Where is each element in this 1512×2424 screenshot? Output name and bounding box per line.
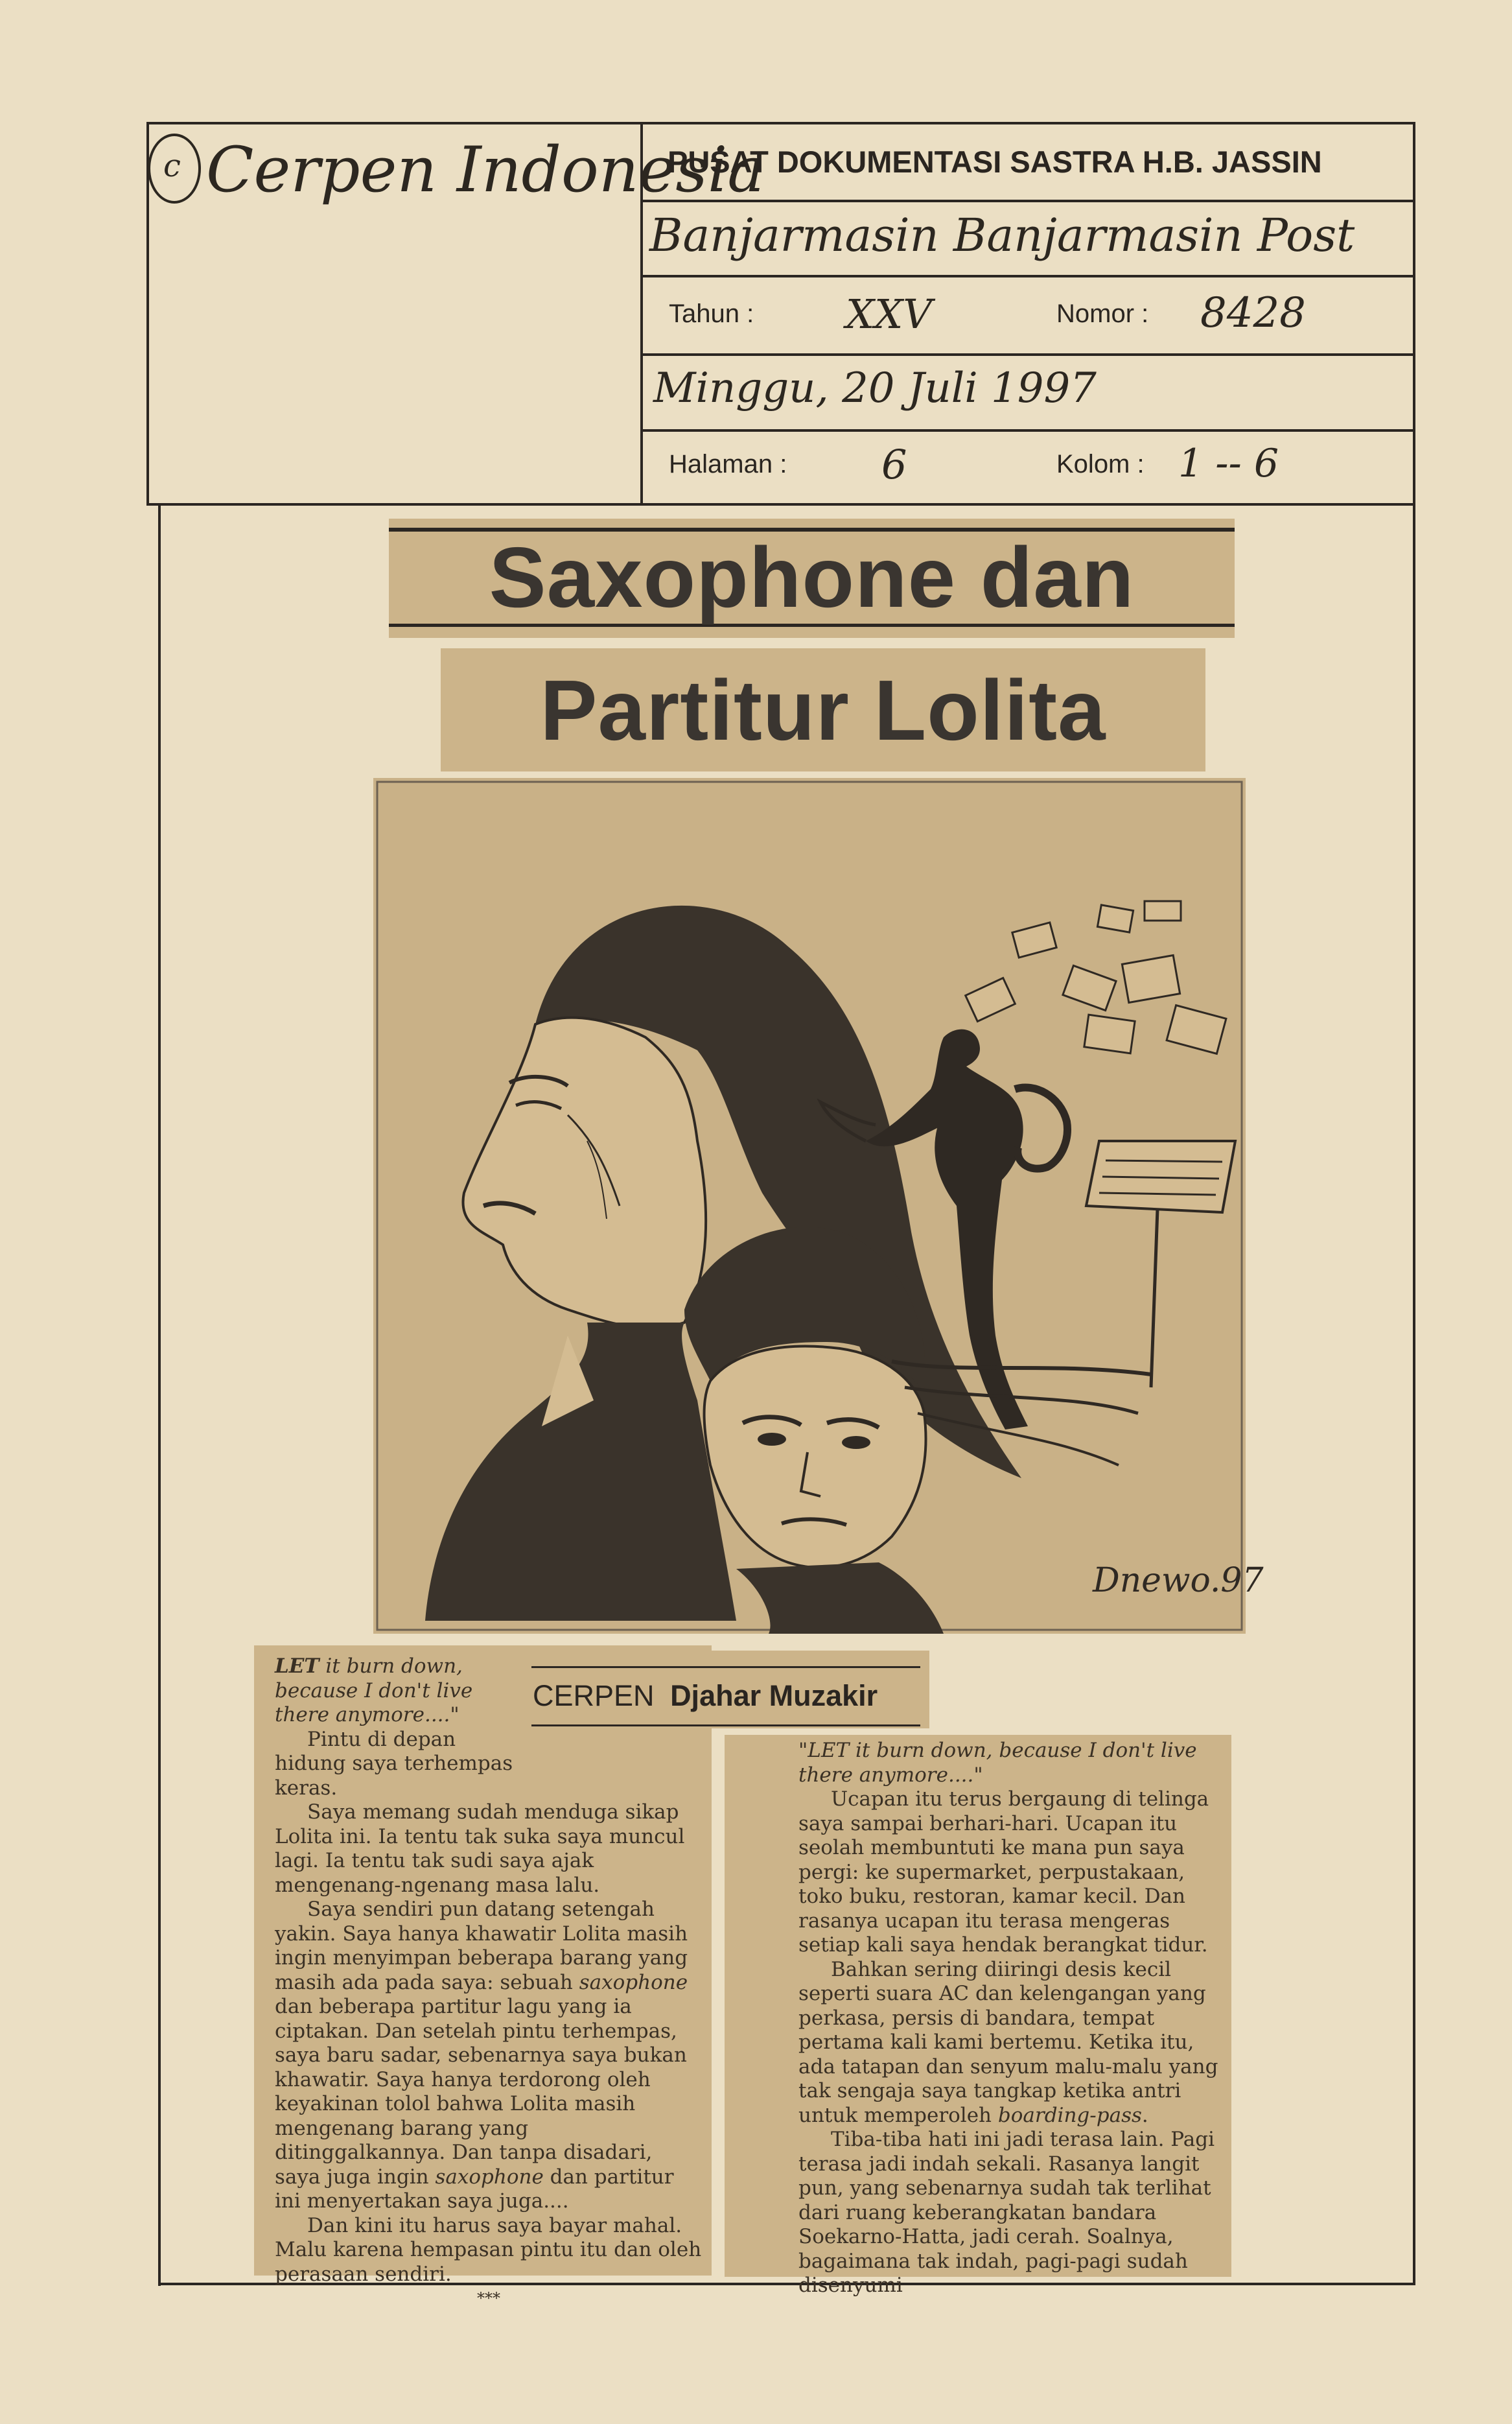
- col1-paragraph-3: Saya sendiri pun datang setengah yakin. Saya hanya khawatir Lolita masih ingin menyimpan beberapa barang yang masih ada pada saya: sebuah saxophone dan beberapa partitur lagu yang ia ciptakan. Dan setelah pintu terhempas, saya baru sadar, sebenarnya saya bukan khawatir. Saya hanya terdorong oleh keyakinan tolol bahwa Lolita masih mengenang barang yang ditinggalkannya. Dan tanpa disadari, saya juga ingin saxophone dan partitur ini menyertakan saya juga....: [275, 1898, 688, 2213]
- tahun-value: XXV: [846, 290, 933, 338]
- halaman-label: Halaman :: [669, 450, 787, 478]
- col1-epigraph: LET it burn down, because I don't live there anymore....": [275, 1654, 473, 1726]
- author-name: Djahar Muzakir: [670, 1679, 878, 1712]
- illustration: [373, 778, 1264, 1634]
- institution-name: PUSAT DOKUMENTASI SASTRA H.B. JASSIN: [668, 145, 1322, 179]
- kolom-value: 1 -- 6: [1178, 441, 1279, 486]
- col1-paragraph-1: Pintu di depan hidung saya terhempas keras.: [275, 1727, 513, 1800]
- article-title-line2: Partitur Lolita: [540, 662, 1106, 758]
- handwritten-date: Minggu, 20 Juli 1997: [653, 364, 1097, 412]
- nomor-label: Nomor :: [1056, 300, 1149, 328]
- handwritten-newspaper: Banjarmasin Banjarmasin Post: [649, 209, 1355, 262]
- col2-paragraph-3: Tiba-tiba hati ini jadi terasa lain. Pagi terasa jadi indah sekali. Rasanya langit pun, yang sebenarnya sudah tak terlihat dari ruang keberangkatan bandara Soekarno-Hatta, jadi cerah. Soalnya, bagaimana tak indah, pagi-pagi sudah disenyumi: [798, 2128, 1215, 2297]
- article-column-1: [275, 1654, 703, 2307]
- illustration-clip: [373, 778, 1264, 1634]
- col1-paragraph-2: Saya memang sudah menduga sikap Lolita ini. Ia tentu tak suka saya muncul lagi. Ia tentu tak sudi saya ajak mengenang-ngenang masa lalu.: [275, 1800, 685, 1897]
- copyright-icon: c: [148, 134, 201, 204]
- tahun-label: Tahun :: [669, 300, 754, 328]
- illustration-signature: Dnewo.97: [1093, 1561, 1264, 1600]
- handwritten-collection-title: Cerpen Indonesia: [206, 134, 765, 206]
- article-column-2: [798, 1739, 1221, 2297]
- col1-paragraph-4: Dan kini itu harus saya bayar mahal. Malu karena hempasan pintu itu dan oleh perasaan sendiri.: [275, 2213, 702, 2286]
- section-break: ***: [477, 2289, 500, 2307]
- col2-epigraph: "LET it burn down, because I don't live there anymore....": [798, 1739, 1197, 1787]
- section-label: CERPEN: [533, 1679, 655, 1712]
- nomor-value: 8428: [1200, 289, 1306, 337]
- kolom-label: Kolom :: [1056, 450, 1145, 478]
- col2-paragraph-1: Ucapan itu terus bergaung di telinga saya sampai berhari-hari. Ucapan itu seolah membuntuti ke mana pun saya pergi: ke supermarket, perpustakaan, toko buku, restoran, kamar kecil. Dan rasanya ucapan itu terasa mengeras setiap kali saya hendak berangkat tidur.: [798, 1787, 1209, 1957]
- halaman-value: 6: [881, 441, 907, 488]
- col2-paragraph-2: Bahkan sering diiringi desis kecil seperti suara AC dan kelengangan yang perkasa, persis di bandara, tempat pertama kali kami bertemu. Ketika itu, ada tatapan dan senyum malu-malu yang tak sengaja saya tangkap ketika antri untuk memperoleh boarding-pass.: [798, 1957, 1218, 2127]
- article-title-line1: Saxophone dan: [489, 529, 1135, 625]
